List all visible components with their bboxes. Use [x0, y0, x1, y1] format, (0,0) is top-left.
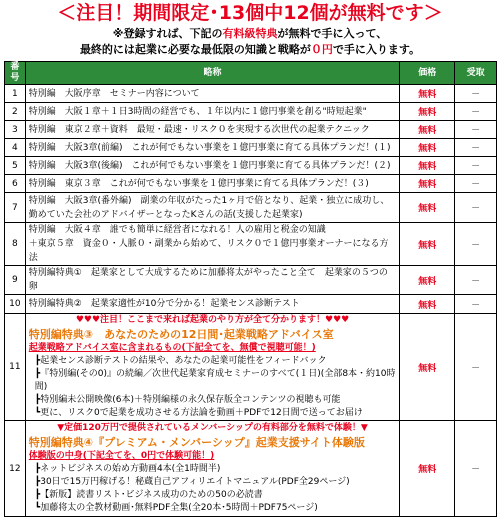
row-price: 無料: [400, 85, 455, 103]
row-summary: 特別編 大阪序章 セミナー内容について: [25, 85, 399, 103]
row-summary: 特別編 大阪3章(番外編) 副業の年収がたった1ヶ月で倍となり、起業・独立に成功し、 勤めていた会社のアドバイザーとなったKさんの話(支援した起業家): [25, 193, 399, 223]
table-row: [5, 175, 497, 193]
intro-line-2: 最終的には起業に必要な最低限の知識と戦略が０円で手に入ります。: [79, 43, 421, 56]
list-item: ┣【新版】読書リスト･ビジネス成功のための50の必読書: [34, 490, 263, 500]
row-price: 無料: [400, 223, 455, 266]
bonus-4-subtitle: 体験版の中身(下記全てを、0円で体験可能！): [28, 451, 215, 461]
row-number: 11: [5, 314, 26, 421]
row-receive[interactable]: －: [455, 85, 497, 103]
row-receive[interactable]: －: [455, 175, 497, 193]
row-receive[interactable]: －: [455, 193, 497, 223]
row-number: 8: [5, 223, 26, 266]
row-receive[interactable]: －: [455, 139, 497, 157]
row-summary: 特別編 東京２章＋資料 最短・最速・リスク０を実現する次世代の起業テクニック: [25, 121, 399, 139]
row-price: 無料: [400, 295, 455, 314]
table-row: [5, 223, 497, 266]
table-row: [5, 121, 497, 139]
row-summary: [25, 314, 399, 421]
row-receive[interactable]: －: [455, 421, 497, 517]
headline: ＜注目！期間限定･13個中12個が無料です＞: [57, 2, 443, 24]
row-receive[interactable]: －: [455, 103, 497, 121]
row-number: 10: [5, 295, 26, 314]
header-summary: 略称: [25, 62, 399, 85]
list-item: ┗更に、リスク0で起業を成功させる方法論を動画＋PDFで12日間で送ってお届け: [34, 408, 363, 418]
header-price: 価格: [400, 62, 455, 85]
row-summary: 特別編 大阪3章(後編) これが何でもない事業を１億円事業に育てる具体プランだ！(２): [25, 157, 399, 175]
header-receive: 受取: [455, 62, 497, 85]
row-number: 2: [5, 103, 26, 121]
table-row-bonus-4: [5, 421, 497, 517]
row-summary: 特別編 大阪１章＋１日3時間の経営でも、１年以内に１億円事業を創る"時短起業": [25, 103, 399, 121]
intro-highlight-1: 有料級特典: [222, 27, 278, 40]
bonus-3-notice: ♥♥♥注目！ここまで来れば起業のやり方が全て分かります！♥♥♥: [75, 315, 350, 325]
row-price: 無料: [400, 139, 455, 157]
bonus-3-title: 特別編特典③ あなたのための12日間･起業戦略アドバイス室: [28, 328, 334, 341]
intro-text: [0, 26, 500, 58]
row-price: 無料: [400, 157, 455, 175]
row-number: 1: [5, 85, 26, 103]
row-price: 無料: [400, 314, 455, 421]
intro-line-1: ※登録すれば、下記の有料級特典が無料で手に入って、: [112, 27, 388, 40]
row-number: 4: [5, 139, 26, 157]
row-receive[interactable]: －: [455, 121, 497, 139]
row-receive[interactable]: －: [455, 295, 497, 314]
row-number: 12: [5, 421, 26, 517]
row-summary: 特別編特典② 起業家適性が10分で分かる！起業センス診断テスト: [25, 295, 399, 314]
row-price: 無料: [400, 266, 455, 295]
list-item: ┗加藤将太の全教材動画･無料PDF全集(全20本･5時間＋PDF75ページ): [34, 503, 318, 513]
table-row: [5, 139, 497, 157]
table-row-bonus-3: [5, 314, 497, 421]
row-receive[interactable]: －: [455, 223, 497, 266]
intro-highlight-2: ０円: [310, 43, 333, 56]
row-summary: 特別編 大阪４章 誰でも簡単に経営者になれる！人の雇用と税金の知識 ＋東京５章 資金０・人脈０・副業から始めて、リスク０で１億円事業オーナーになる方法: [25, 223, 399, 266]
row-price: 無料: [400, 103, 455, 121]
row-summary: 特別編 東京３章 これが何でもない事業を１億円事業に育てる具体プランだ！(３): [25, 175, 399, 193]
table-row: [5, 295, 497, 314]
list-item: ┣『特別編(その0)』の続編／次世代起業家育成セミナーのすべて(１日)(全部8本・約10時間): [34, 369, 396, 392]
list-item: ┣ネットビジネスの始め方動画4本(全1時間半): [34, 464, 221, 474]
row-number: 5: [5, 157, 26, 175]
table-row: [5, 193, 497, 223]
table-row: [5, 85, 497, 103]
row-number: 7: [5, 193, 26, 223]
list-item: ┣起業センス診断テストの結果や、あなたの起業可能性をフィードバック: [34, 356, 327, 366]
table-header: [5, 62, 497, 85]
row-number: 6: [5, 175, 26, 193]
list-item: ┣30日で15万円稼げる！秘蔵自己アフィリエイトマニュアル(PDF全29ページ): [34, 477, 350, 487]
row-receive[interactable]: －: [455, 314, 497, 421]
row-price: 無料: [400, 121, 455, 139]
bonus-table: [4, 61, 497, 517]
table-row: [5, 103, 497, 121]
list-item: ┣特別編未公開映像(6本)＋特別編様の永久保存版全コンテンツの視聴も可能: [34, 395, 341, 405]
row-summary: 特別編 大阪3章(前編) これが何でもない事業を１億円事業に育てる具体プランだ！(１): [25, 139, 399, 157]
bonus-4-title: 特別編特典④『プレミアム・メンバーシップ』起業支援サイト体験版: [28, 436, 365, 449]
row-receive[interactable]: －: [455, 157, 497, 175]
bonus-3-subtitle: 起業戦略アドバイス室に含まれるもの(下記全てを、無償で視聴可能！): [28, 343, 316, 353]
row-number: 9: [5, 266, 26, 295]
header-number: 番号: [5, 62, 26, 85]
row-summary: 特別編特典① 起業家として大成するために加藤将太がやったこと全て 起業家の５つの卵: [25, 266, 399, 295]
row-price: 無料: [400, 421, 455, 517]
row-summary: [25, 421, 399, 517]
row-number: 3: [5, 121, 26, 139]
row-price: 無料: [400, 193, 455, 223]
row-price: 無料: [400, 175, 455, 193]
row-receive[interactable]: －: [455, 266, 497, 295]
table-row: [5, 157, 497, 175]
table-row: [5, 266, 497, 295]
bonus-4-notice: ▼定価120万円で提供されているメンバーシップの有料部分を無料で体験！▼: [57, 423, 368, 433]
